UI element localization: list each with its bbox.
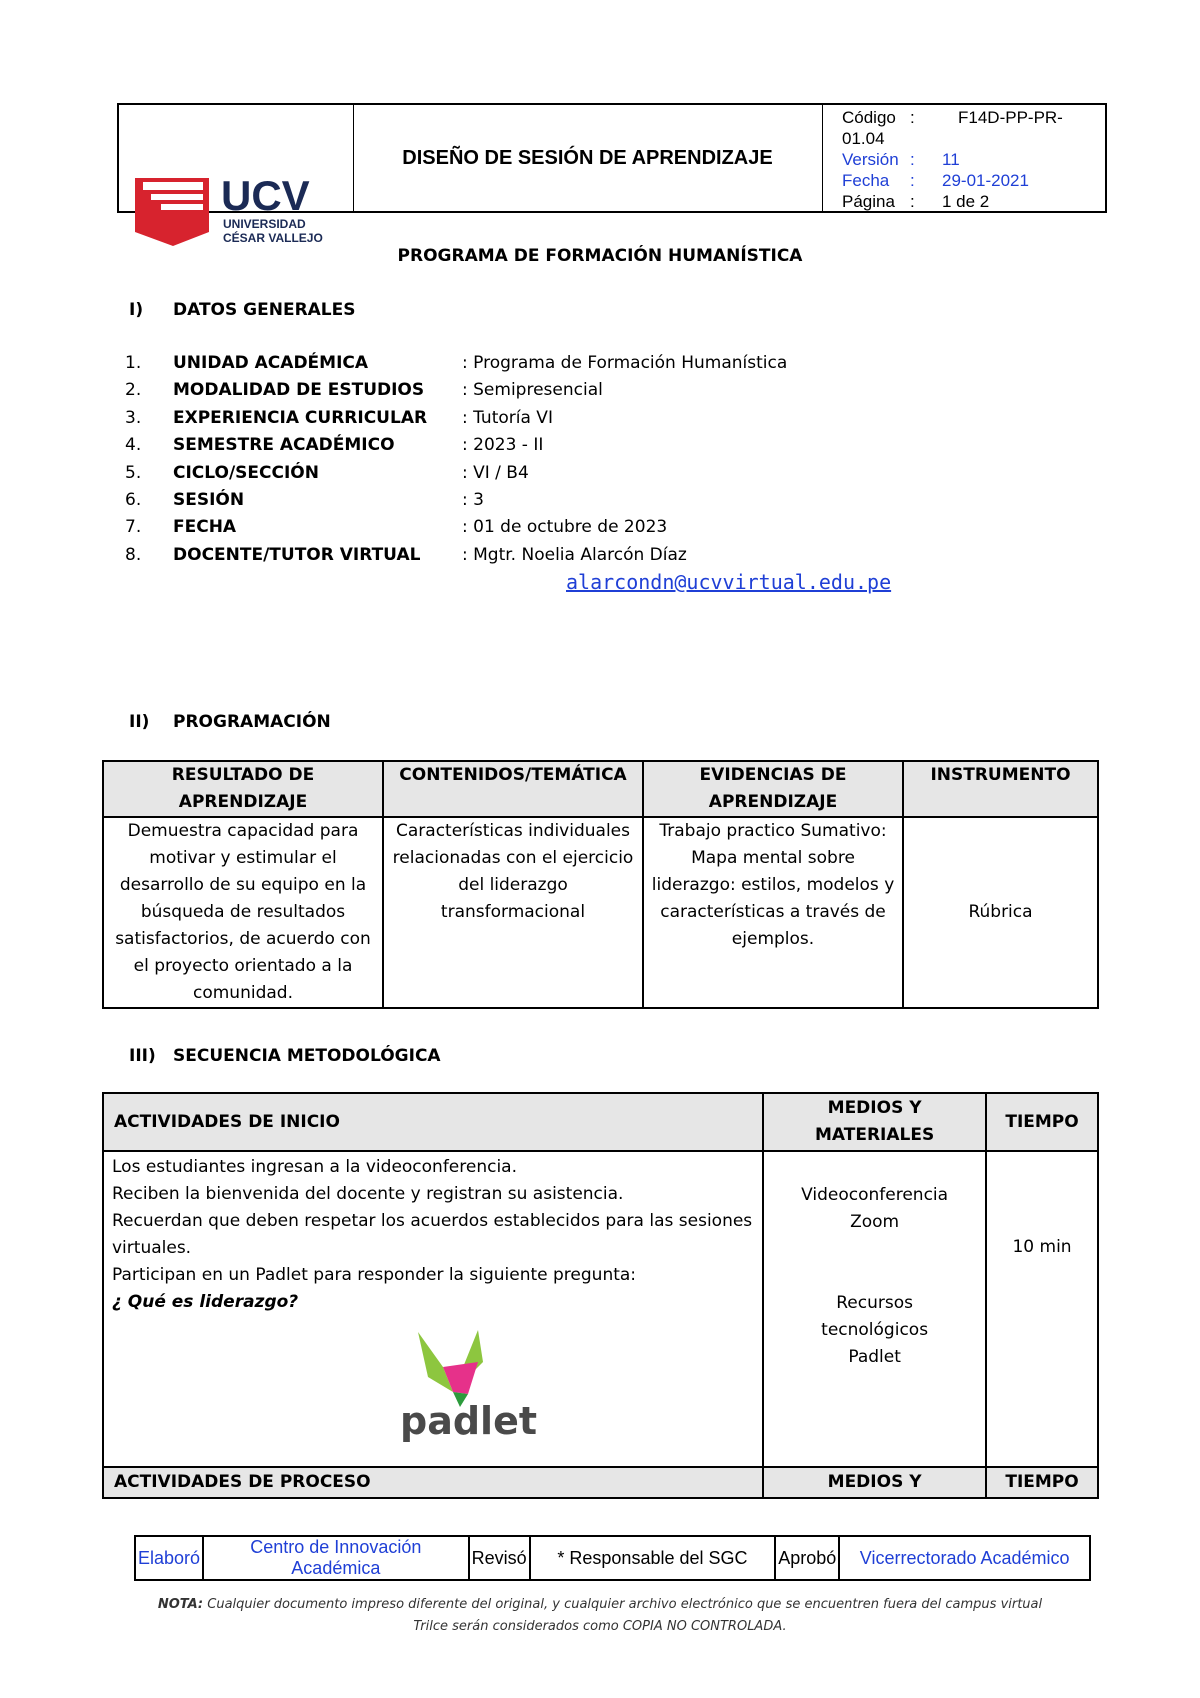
email-link[interactable]: alarcondn@ucvvirtual.edu.pe — [566, 570, 892, 594]
inicio-line-3: Recuerdan que deben respetar los acuerdos establecidos para las sesiones virtuales. — [112, 1211, 753, 1258]
reviso-value: * Responsable del SGC — [530, 1536, 776, 1580]
datos-item-number: 7. — [125, 517, 142, 538]
datos-item-number: 2. — [125, 380, 142, 401]
medios-1: Videoconferencia Zoom — [801, 1185, 949, 1232]
pagina-value: 1 de 2 — [942, 192, 990, 211]
inicio-row — [103, 1151, 1098, 1467]
datos-item-label: MODALIDAD DE ESTUDIOS — [173, 380, 425, 401]
pagina-label: Página — [842, 192, 895, 211]
cell-evidencias: Trabajo practico Sumativo: Mapa mental sobre liderazgo: estilos, modelos y características a través de ejemplos. — [643, 817, 903, 1008]
datos-item-number: 3. — [125, 407, 142, 428]
fecha-label: Fecha — [842, 171, 890, 190]
tiempo-header: TIEMPO — [986, 1093, 1098, 1151]
proceso-medios: MEDIOS Y — [763, 1467, 986, 1498]
datos-item-value: : 3 — [462, 490, 484, 510]
codigo-value-cont: 01.04 — [842, 129, 885, 148]
reviso-label: Revisó — [469, 1536, 530, 1580]
aprobo-value: Vicerrectorado Académico — [839, 1536, 1090, 1580]
programacion-row — [103, 817, 1098, 1008]
datos-item-label: UNIDAD ACADÉMICA — [173, 353, 369, 373]
datos-item-label: FECHA — [173, 517, 237, 538]
fecha-value: 29-01-2021 — [942, 171, 1029, 190]
datos-item-number: 6. — [125, 490, 142, 510]
inicio-header: ACTIVIDADES DE INICIO — [103, 1093, 763, 1151]
fecha-separator: : — [910, 171, 915, 190]
inicio-line-4: Participan en un Padlet para responder la siguiente pregunta: — [112, 1265, 637, 1285]
version-separator: : — [910, 150, 915, 169]
padlet-logo — [398, 1322, 754, 1451]
logo-text: UCV — [221, 172, 310, 219]
section-2-number: II) — [129, 712, 150, 732]
version-label: Versión — [842, 150, 899, 169]
header-evidencias: EVIDENCIAS DE APRENDIZAJE — [643, 761, 903, 817]
cell-instrumento: Rúbrica — [903, 817, 1098, 1008]
section-3-number: III) — [129, 1046, 156, 1066]
cell-resultado: Demuestra capacidad para motivar y estimular el desarrollo de su equipo en la búsqueda de resultados satisfactorios, de acuerdo con el proyecto orientado a la comunidad. — [103, 817, 383, 1008]
inicio-line-2: Reciben la bienvenida del docente y registran su asistencia. — [112, 1184, 624, 1204]
pregunta: ¿ Qué es liderazgo? — [112, 1292, 299, 1312]
datos-item-value: : Semipresencial — [462, 380, 603, 401]
inicio-header-row — [103, 1093, 1098, 1151]
proceso-header: ACTIVIDADES DE PROCESO — [103, 1467, 763, 1498]
medios-header: MEDIOS Y MATERIALES — [763, 1093, 986, 1151]
note-text: Cualquier documento impreso diferente del original, y cualquier archivo electrónico que se encuentren fuera del campus virtual Trilce serán considerados como COPIA NO CONTROLADA. — [203, 1597, 1043, 1634]
proceso-tiempo: TIEMPO — [986, 1467, 1098, 1498]
program-title: PROGRAMA DE FORMACIÓN HUMANÍSTICA — [397, 246, 803, 266]
tiempo-cell: 10 min — [986, 1151, 1098, 1467]
codigo-separator: : — [910, 108, 915, 127]
header-instrumento: INSTRUMENTO — [903, 761, 1098, 817]
header-resultado: RESULTADO DE APRENDIZAJE — [103, 761, 383, 817]
secuencia-table — [102, 1092, 1099, 1499]
university-name-2: CÉSAR VALLEJO — [223, 231, 323, 245]
inicio-line-1: Los estudiantes ingresan a la videoconferencia. — [112, 1157, 518, 1177]
cell-contenidos: Características individuales relacionadas con el ejercicio del liderazgo transformacional — [383, 817, 643, 1008]
elaboro-label: Elaboró — [135, 1536, 203, 1580]
datos-item-label: CICLO/SECCIÓN — [173, 462, 319, 483]
ucv-logo — [133, 170, 343, 254]
datos-item-value: : Programa de Formación Humanística — [462, 353, 788, 373]
padlet-text: padlet — [400, 1399, 538, 1443]
ucv-emblem-icon — [135, 178, 209, 246]
datos-item-label: EXPERIENCIA CURRICULAR — [173, 407, 428, 428]
datos-item-value: : Tutoría VI — [462, 407, 553, 428]
datos-item-number: 1. — [125, 353, 142, 373]
note-bold: NOTA: — [157, 1597, 204, 1612]
programacion-header-row — [103, 761, 1098, 817]
programacion-table — [102, 760, 1099, 1009]
medios-cell — [763, 1151, 986, 1467]
datos-item-label: SESIÓN — [173, 490, 245, 510]
datos-item-number: 5. — [125, 462, 142, 483]
footer-note — [0, 1594, 1200, 1638]
section-1-number: I) — [129, 300, 144, 320]
datos-item-label: SEMESTRE ACADÉMICO — [173, 435, 395, 456]
document-meta — [830, 105, 1100, 211]
version-value: 11 — [942, 150, 960, 169]
datos-item-label: DOCENTE/TUTOR VIRTUAL — [173, 544, 421, 565]
inicio-cell — [103, 1151, 763, 1467]
aprobo-label: Aprobó — [775, 1536, 839, 1580]
document-title: DISEÑO DE SESIÓN DE APRENDIZAJE — [353, 105, 823, 211]
datos-item-number: 4. — [125, 435, 142, 456]
datos-item-value: : Mgtr. Noelia Alarcón Díaz — [462, 544, 687, 565]
padlet-bird-icon — [418, 1330, 483, 1407]
section-3-title: SECUENCIA METODOLÓGICA — [173, 1046, 441, 1066]
elaboro-value: Centro de Innovación Académica — [203, 1536, 469, 1580]
datos-item-value: : 2023 - II — [462, 435, 544, 456]
header-contenidos: CONTENIDOS/TEMÁTICA — [383, 761, 643, 817]
codigo-label: Código — [842, 108, 896, 127]
datos-item-number: 8. — [125, 544, 142, 565]
datos-item-value: : 01 de octubre de 2023 — [462, 517, 668, 538]
datos-item-value: : VI / B4 — [462, 462, 529, 483]
approval-footer — [134, 1535, 1091, 1581]
section-1-title: DATOS GENERALES — [173, 300, 356, 320]
pagina-separator: : — [910, 192, 915, 211]
university-name-1: UNIVERSIDAD — [223, 217, 306, 231]
medios-2: Recursos tecnológicos Padlet — [821, 1293, 929, 1367]
codigo-value: F14D-PP-PR- — [958, 108, 1063, 127]
proceso-header-row — [103, 1467, 1098, 1498]
section-2-title: PROGRAMACIÓN — [173, 712, 331, 732]
